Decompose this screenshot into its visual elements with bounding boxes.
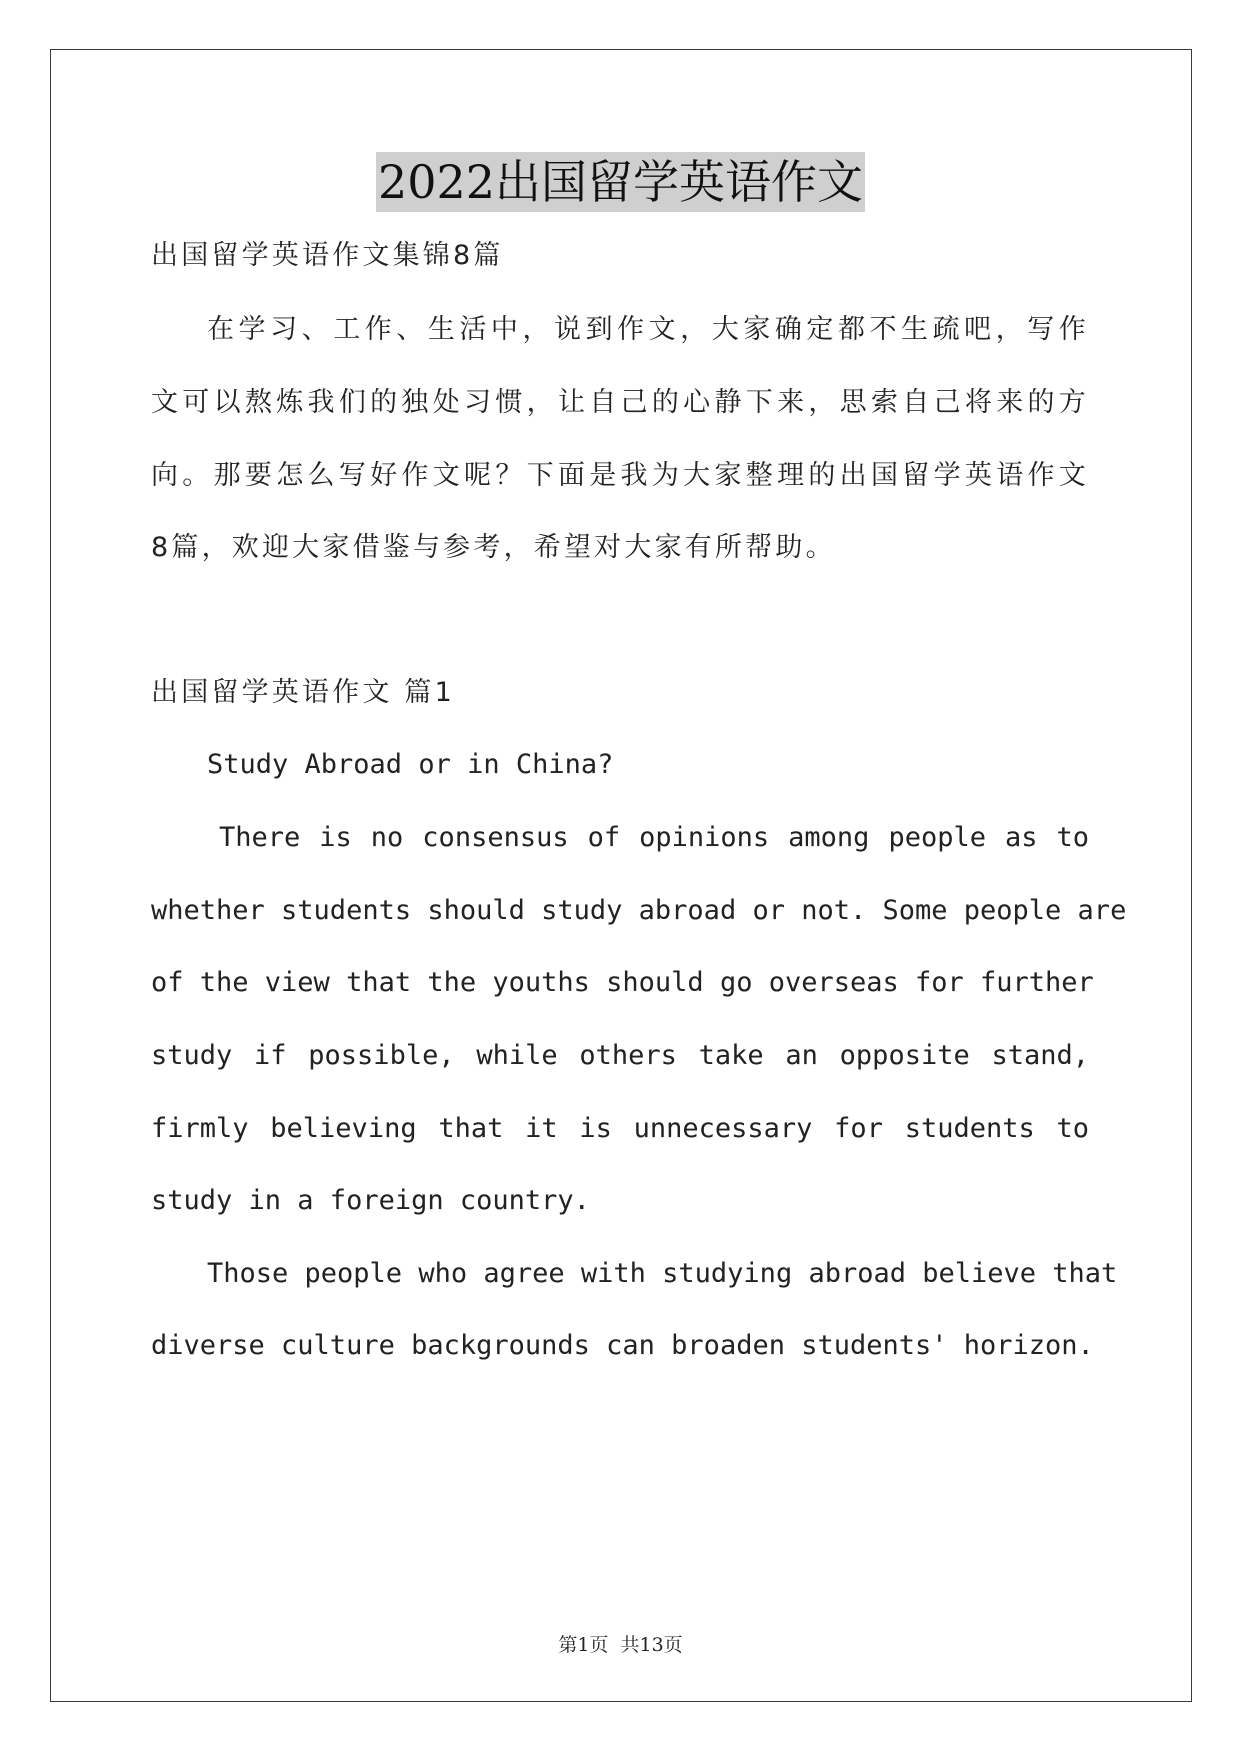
paragraph1-line-4: study if possible, while others take an opposite stand, (151, 1040, 1089, 1071)
document-title: 2022出国留学英语作文 (376, 152, 865, 212)
page-footer: 第1页 共13页 (558, 1634, 683, 1656)
section-heading: 出国留学英语作文 篇1 (151, 677, 455, 708)
intro-line-1: 在学习、工作、生活中，说到作文，大家确定都不生疏吧，写作 (207, 314, 1089, 345)
page-border (50, 49, 1192, 1702)
paragraph1-line-2: whether students should study abroad or not. Some people are (151, 895, 1127, 926)
essay-title: Study Abroad or in China? (207, 749, 614, 780)
intro-line-2: 文可以熬炼我们的独处习惯，让自己的心静下来，思索自己将来的方 (151, 387, 1089, 418)
paragraph2-line-1: Those people who agree with studying abroad believe that (207, 1258, 1118, 1289)
intro-line-4: 8篇，欢迎大家借鉴与参考，希望对大家有所帮助。 (151, 532, 836, 563)
title-container (0, 152, 1241, 212)
paragraph2-line-2: diverse culture backgrounds can broaden students' horizon. (151, 1330, 1094, 1361)
subtitle: 出国留学英语作文集锦8篇 (151, 240, 504, 271)
intro-line-3: 向。那要怎么写好作文呢？下面是我为大家整理的出国留学英语作文 (151, 460, 1089, 491)
paragraph1-line-3: of the view that the youths should go overseas for further (151, 967, 1094, 998)
paragraph1-line-6: study in a foreign country. (151, 1185, 590, 1216)
paragraph1-line-5: firmly believing that it is unnecessary for students to (151, 1113, 1089, 1144)
paragraph1-line-1: There is no consensus of opinions among people as to (219, 822, 1089, 853)
